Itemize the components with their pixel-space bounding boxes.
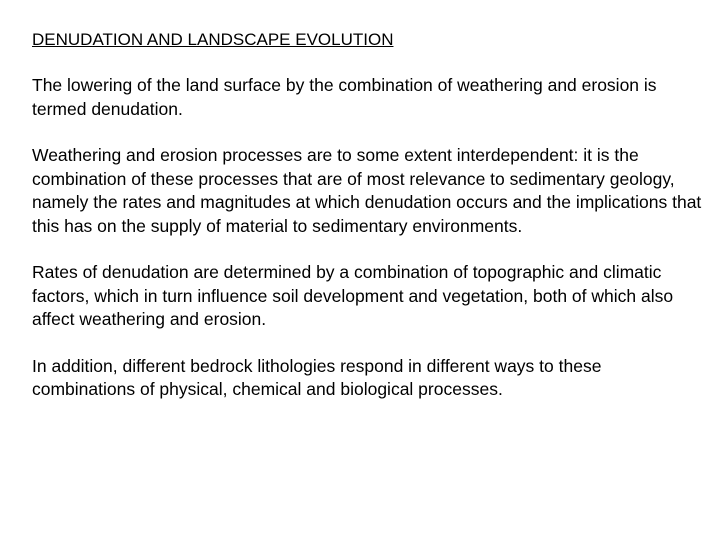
slide-content [32, 28, 702, 425]
paragraph-interdependence: Weathering and erosion processes are to some extent interdependent: it is the combination of these processes that are of most relevance to sedimentary geology, namely the rates and magnitudes at which denudation occurs and the implications that this has on the supply of material to sedimentary environments. [32, 145, 702, 236]
paragraph-bedrock-lithologies: In addition, different bedrock lithologies respond in different ways to these combinations of physical, chemical and biological processes. [32, 355, 602, 399]
paragraph-rates-of-denudation: Rates of denudation are determined by a combination of topographic and climatic factors, which in turn influence soil development and vegetation, both of which also affect weathering and erosion. [32, 262, 674, 329]
paragraph-denudation-definition: The lowering of the land surface by the combination of weathering and erosion is termed denudation. [32, 75, 657, 119]
page-title: DENUDATION AND LANDSCAPE EVOLUTION [32, 30, 394, 49]
